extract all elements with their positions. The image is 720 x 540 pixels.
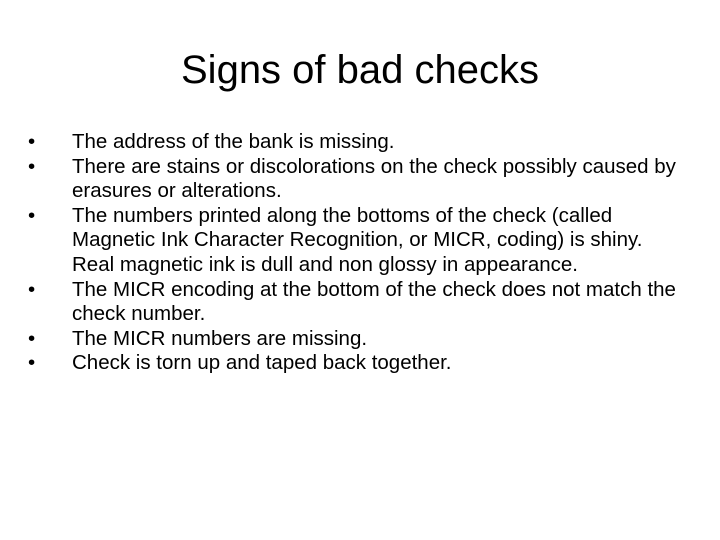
bullet-item [28, 155, 688, 204]
bullet-icon: • [28, 351, 36, 375]
bullet-icon: • [28, 154, 36, 178]
bullet-icon: • [28, 277, 36, 301]
bullet-text: The MICR encoding at the bottom of the check does not match the check number. [72, 277, 676, 326]
bullet-text: There are stains or discolorations on the check possibly caused by erasures or alterations. [72, 154, 676, 203]
bullet-text: The MICR numbers are missing. [72, 326, 368, 350]
bullet-text: The address of the bank is missing. [72, 130, 395, 153]
bullet-icon: • [28, 130, 36, 153]
slide-title: Signs of bad checks [181, 48, 539, 92]
bullet-item [28, 204, 688, 278]
bullet-icon: • [28, 203, 36, 227]
bullet-icon: • [28, 326, 36, 350]
bullet-item [28, 351, 688, 376]
bullet-text: The numbers printed along the bottoms of the check (called Magnetic Ink Character Recognition, or MICR, coding) is shiny. Real magnetic ink is dull and non glossy in appearance. [72, 203, 643, 276]
bullet-item [28, 130, 688, 155]
bullet-item [28, 327, 688, 352]
bullet-list [28, 130, 688, 376]
bullet-text: Check is torn up and taped back together. [72, 351, 452, 375]
bullet-item [28, 278, 688, 327]
